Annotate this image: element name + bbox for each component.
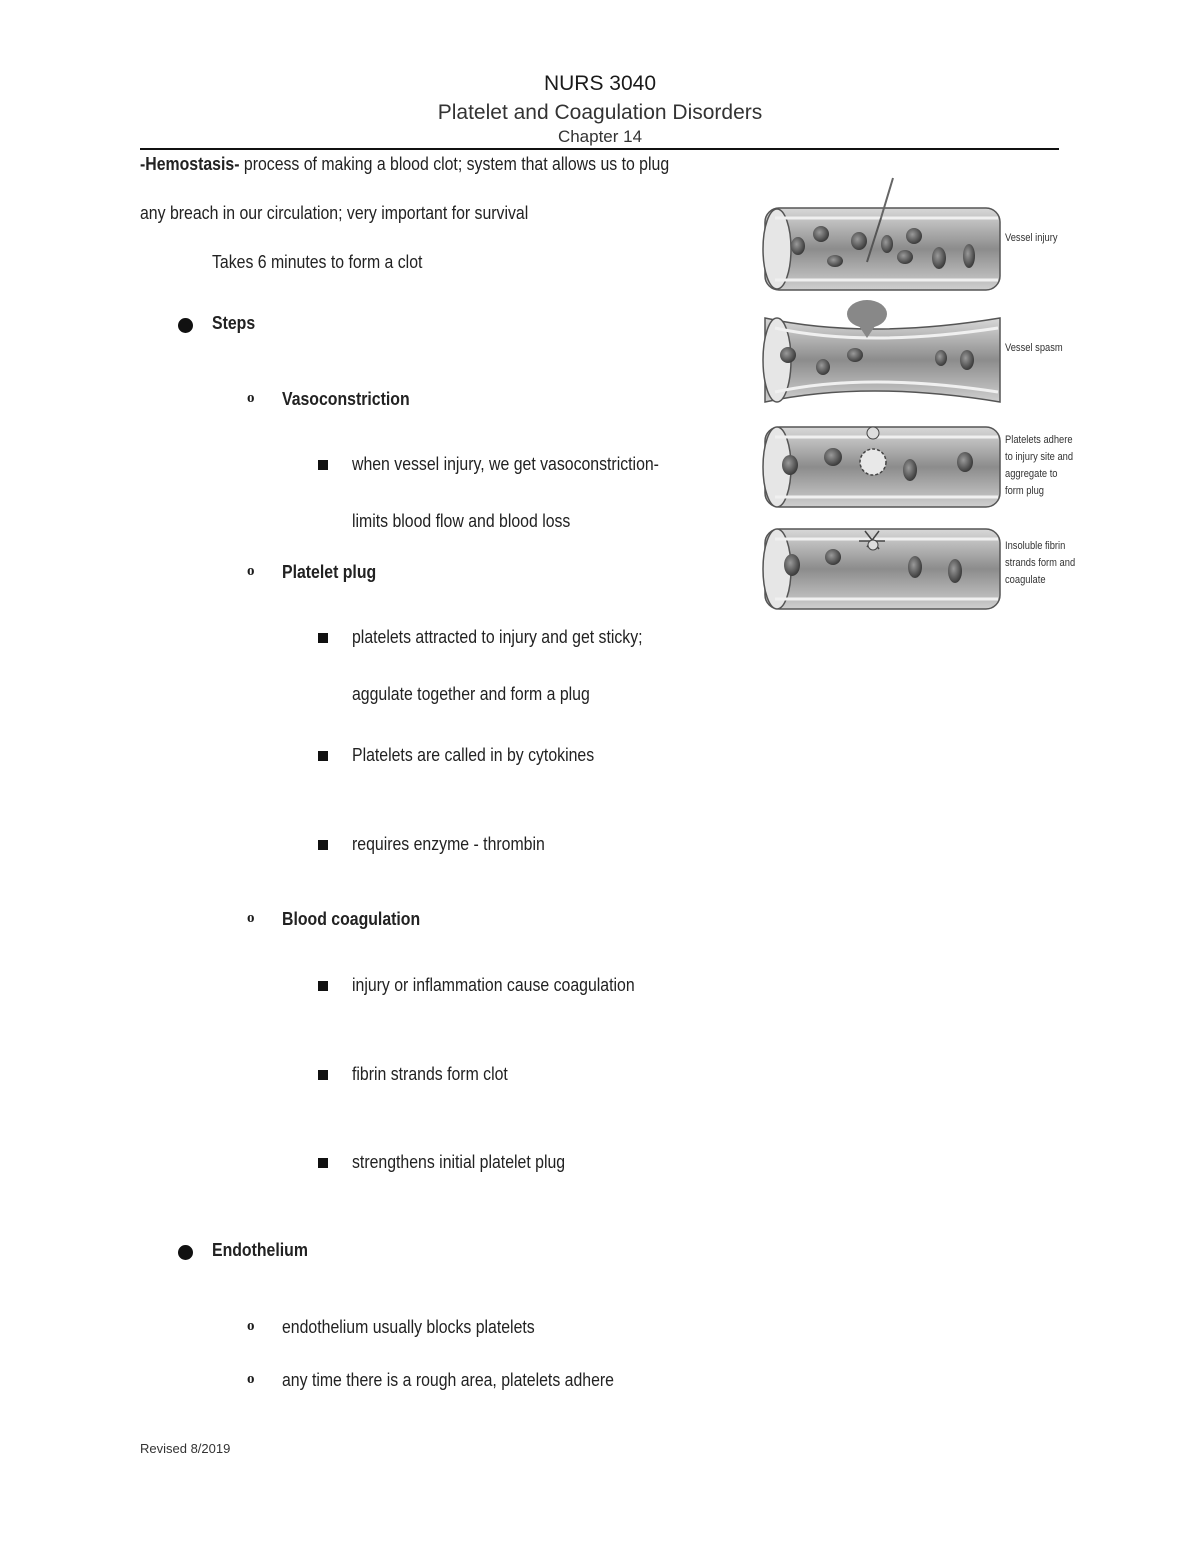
bullet-dot [178,1245,193,1260]
coag-item-2: fibrin strands form clot [352,1064,508,1084]
endothelium-item-1: endothelium usually blocks platelets [282,1317,535,1337]
vasoconstriction-heading: Vasoconstriction [282,389,410,409]
vaso-item-1-line-2: limits blood flow and blood loss [352,511,571,531]
vaso-item-1-line-1: when vessel injury, we get vasoconstriction- [352,454,659,474]
bullet-circle: o [247,1371,255,1387]
coag-item-3: strengthens initial platelet plug [352,1152,566,1172]
bullet-circle: o [247,390,255,406]
bullet-circle: o [247,910,255,926]
header-rule [140,148,1059,150]
label-vessel-spasm: Vessel spasm [1005,342,1063,354]
bullet-square [318,1158,328,1168]
plug-item-1-line-2: aggulate together and form a plug [352,684,590,704]
intro-line-1 [140,154,669,175]
vessel-illustration [755,170,1005,620]
bullet-square [318,633,328,643]
vessel-spasm-panel [763,300,1000,402]
endothelium-item-2: any time there is a rough area, platelets adhere [282,1370,614,1390]
intro-line-3: Takes 6 minutes to form a clot [212,252,423,272]
label-fibrin-coagulate: Insoluble fibrin strands form and coagulate [1005,540,1076,586]
bullet-circle: o [247,563,255,579]
blood-coagulation-heading: Blood coagulation [282,909,421,929]
platelet-plug-panel [763,427,1000,507]
vessel-injury-panel [763,178,1000,290]
hemostasis-definition: process of making a blood clot; system that allows us to plug [239,154,670,174]
bullet-square [318,981,328,991]
bullet-dot [178,318,193,333]
hemostasis-term: -Hemostasis- [140,154,240,174]
steps-heading: Steps [212,313,256,333]
bullet-square [318,1070,328,1080]
platelet-plug-heading: Platelet plug [282,562,377,582]
revision-note: Revised 8/2019 [140,1441,231,1456]
coag-item-1: injury or inflammation cause coagulation [352,975,635,995]
endothelium-heading: Endothelium [212,1240,308,1260]
bullet-circle: o [247,1318,255,1334]
intro-line-2: any breach in our circulation; very important for survival [140,203,529,223]
plug-item-1-line-1: platelets attracted to injury and get sticky; [352,627,643,647]
plug-item-3: requires enzyme - thrombin [352,834,545,854]
bullet-square [318,751,328,761]
plug-item-2: Platelets are called in by cytokines [352,745,595,765]
chapter-label: Chapter 14 [557,127,643,146]
label-vessel-injury: Vessel injury [1005,232,1058,244]
hemostasis-diagram [755,170,1085,620]
document-title: Platelet and Coagulation Disorders [437,101,763,124]
bullet-square [318,460,328,470]
label-platelet-plug: Platelets adhere to injury site and aggregate to form plug [1005,434,1074,497]
course-code: NURS 3040 [543,72,657,95]
fibrin-coagulation-panel [763,529,1000,609]
bullet-square [318,840,328,850]
